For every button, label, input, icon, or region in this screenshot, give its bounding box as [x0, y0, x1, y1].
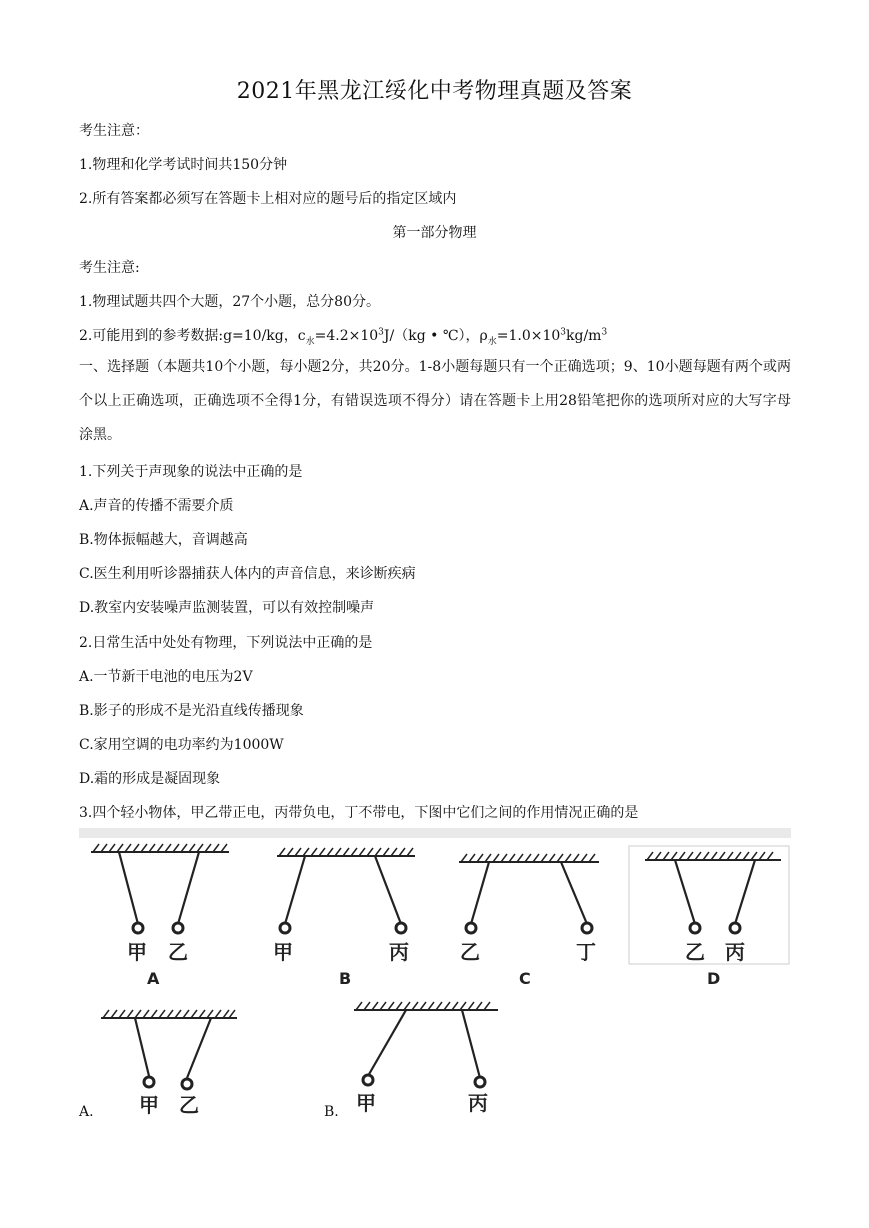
figure-row-svg — [79, 828, 791, 988]
fig-a-left: 甲 — [127, 940, 147, 964]
q2-option-d: D.霜的形成是凝固现象 — [79, 771, 221, 787]
ref-c-unit: J/（kg • ℃），ρ — [383, 328, 488, 344]
ref-sub-water: 水 — [305, 336, 315, 347]
q1-option-d: D.教室内安装噪声监测装置，可以有效控制噪声 — [79, 600, 375, 616]
fig-b-right: 丙 — [389, 940, 409, 964]
q1-option-a: A.声音的传播不需要介质 — [79, 498, 234, 514]
ref-sub-water-2: 水 — [487, 336, 497, 347]
ref-rho-unit: kg/m — [566, 328, 602, 344]
panel-c — [459, 854, 599, 988]
figure-row — [79, 828, 791, 988]
option-b-svg — [330, 988, 510, 1118]
ref-rho-value: =1.0×10 — [496, 328, 561, 344]
option-b-caption: B. — [324, 1104, 339, 1120]
notice-header-2: 考生注意: — [79, 260, 140, 276]
fig-c-label: C — [519, 969, 531, 988]
panel-a — [91, 844, 229, 988]
fig-c-left: 乙 — [460, 940, 480, 964]
q2-stem: 2.日常生活中处处有物理，下列说法中正确的是 — [79, 635, 373, 651]
opt-b-left: 甲 — [356, 1091, 376, 1115]
fig-b-label: B — [339, 969, 352, 988]
fig-a-label: A — [147, 969, 160, 988]
opt-b-right: 丙 — [468, 1091, 488, 1115]
fig-d-right: 丙 — [725, 940, 745, 964]
opt-a-left: 甲 — [139, 1093, 159, 1117]
part-title: 第一部分物理 — [392, 225, 477, 241]
panel-d — [645, 852, 781, 988]
option-a-caption: A. — [79, 1104, 94, 1120]
hatch-a — [93, 844, 227, 852]
q2-option-a: A.一节新干电池的电压为2V — [79, 669, 253, 685]
fig-c-right: 丁 — [576, 940, 596, 964]
q1-option-c: C.医生利用听诊器捕获人体内的声音信息，来诊断疾病 — [79, 566, 416, 582]
option-a-svg — [79, 996, 249, 1126]
ref-prefix: 2.可能用到的参考数据:g=10/kg，c — [79, 328, 306, 344]
ref-exp-2: 3 — [560, 327, 567, 338]
notice-line-1: 1.物理和化学考试时间共150分钟 — [79, 157, 288, 173]
page-title: 2021年黑龙江绥化中考物理真题及答案 — [236, 79, 633, 104]
q2-option-c: C.家用空调的电功率约为1000W — [79, 737, 284, 753]
physics-notice-1: 1.物理试题共四个大题，27个小题，总分80分。 — [79, 294, 380, 310]
option-figure-b — [330, 988, 510, 1118]
notice-line-2: 2.所有答案都必须写在答题卡上相对应的题号后的指定区域内 — [79, 191, 457, 207]
ref-c-value: =4.2×10 — [314, 328, 379, 344]
fig-a-right: 乙 — [168, 940, 188, 964]
ref-exp-3: 3 — [601, 327, 608, 338]
q3-stem: 3.四个轻小物体，甲乙带正电，丙带负电，丁不带电，下图中它们之间的作用情况正确的是 — [79, 805, 639, 821]
reference-data-line — [79, 325, 607, 347]
panel-b — [273, 848, 415, 988]
opt-a-right: 乙 — [179, 1093, 199, 1117]
q2-option-b: B.影子的形成不是光沿直线传播现象 — [79, 703, 304, 719]
fig-b-left: 甲 — [273, 940, 293, 964]
section-1-instructions: 一、选择题（本题共10个小题，每小题2分，共20分。1-8小题每题只有一个正确选项；9、10小题每题有两个或两个以上正确选项，正确选项不全得1分，有错误选项不得分）请在答题卡上用28铅笔把你的选项所对应的大写字母涂黑。 — [79, 359, 791, 443]
fig-d-label: D — [707, 969, 721, 988]
notice-header: 考生注意： — [79, 123, 149, 139]
q1-option-b: B.物体振幅越大，音调越高 — [79, 532, 248, 548]
fig-d-left: 乙 — [685, 940, 705, 964]
option-figure-a — [79, 996, 249, 1126]
ref-exp: 3 — [378, 327, 384, 338]
q1-stem: 1.下列关于声现象的说法中正确的是 — [79, 464, 303, 480]
